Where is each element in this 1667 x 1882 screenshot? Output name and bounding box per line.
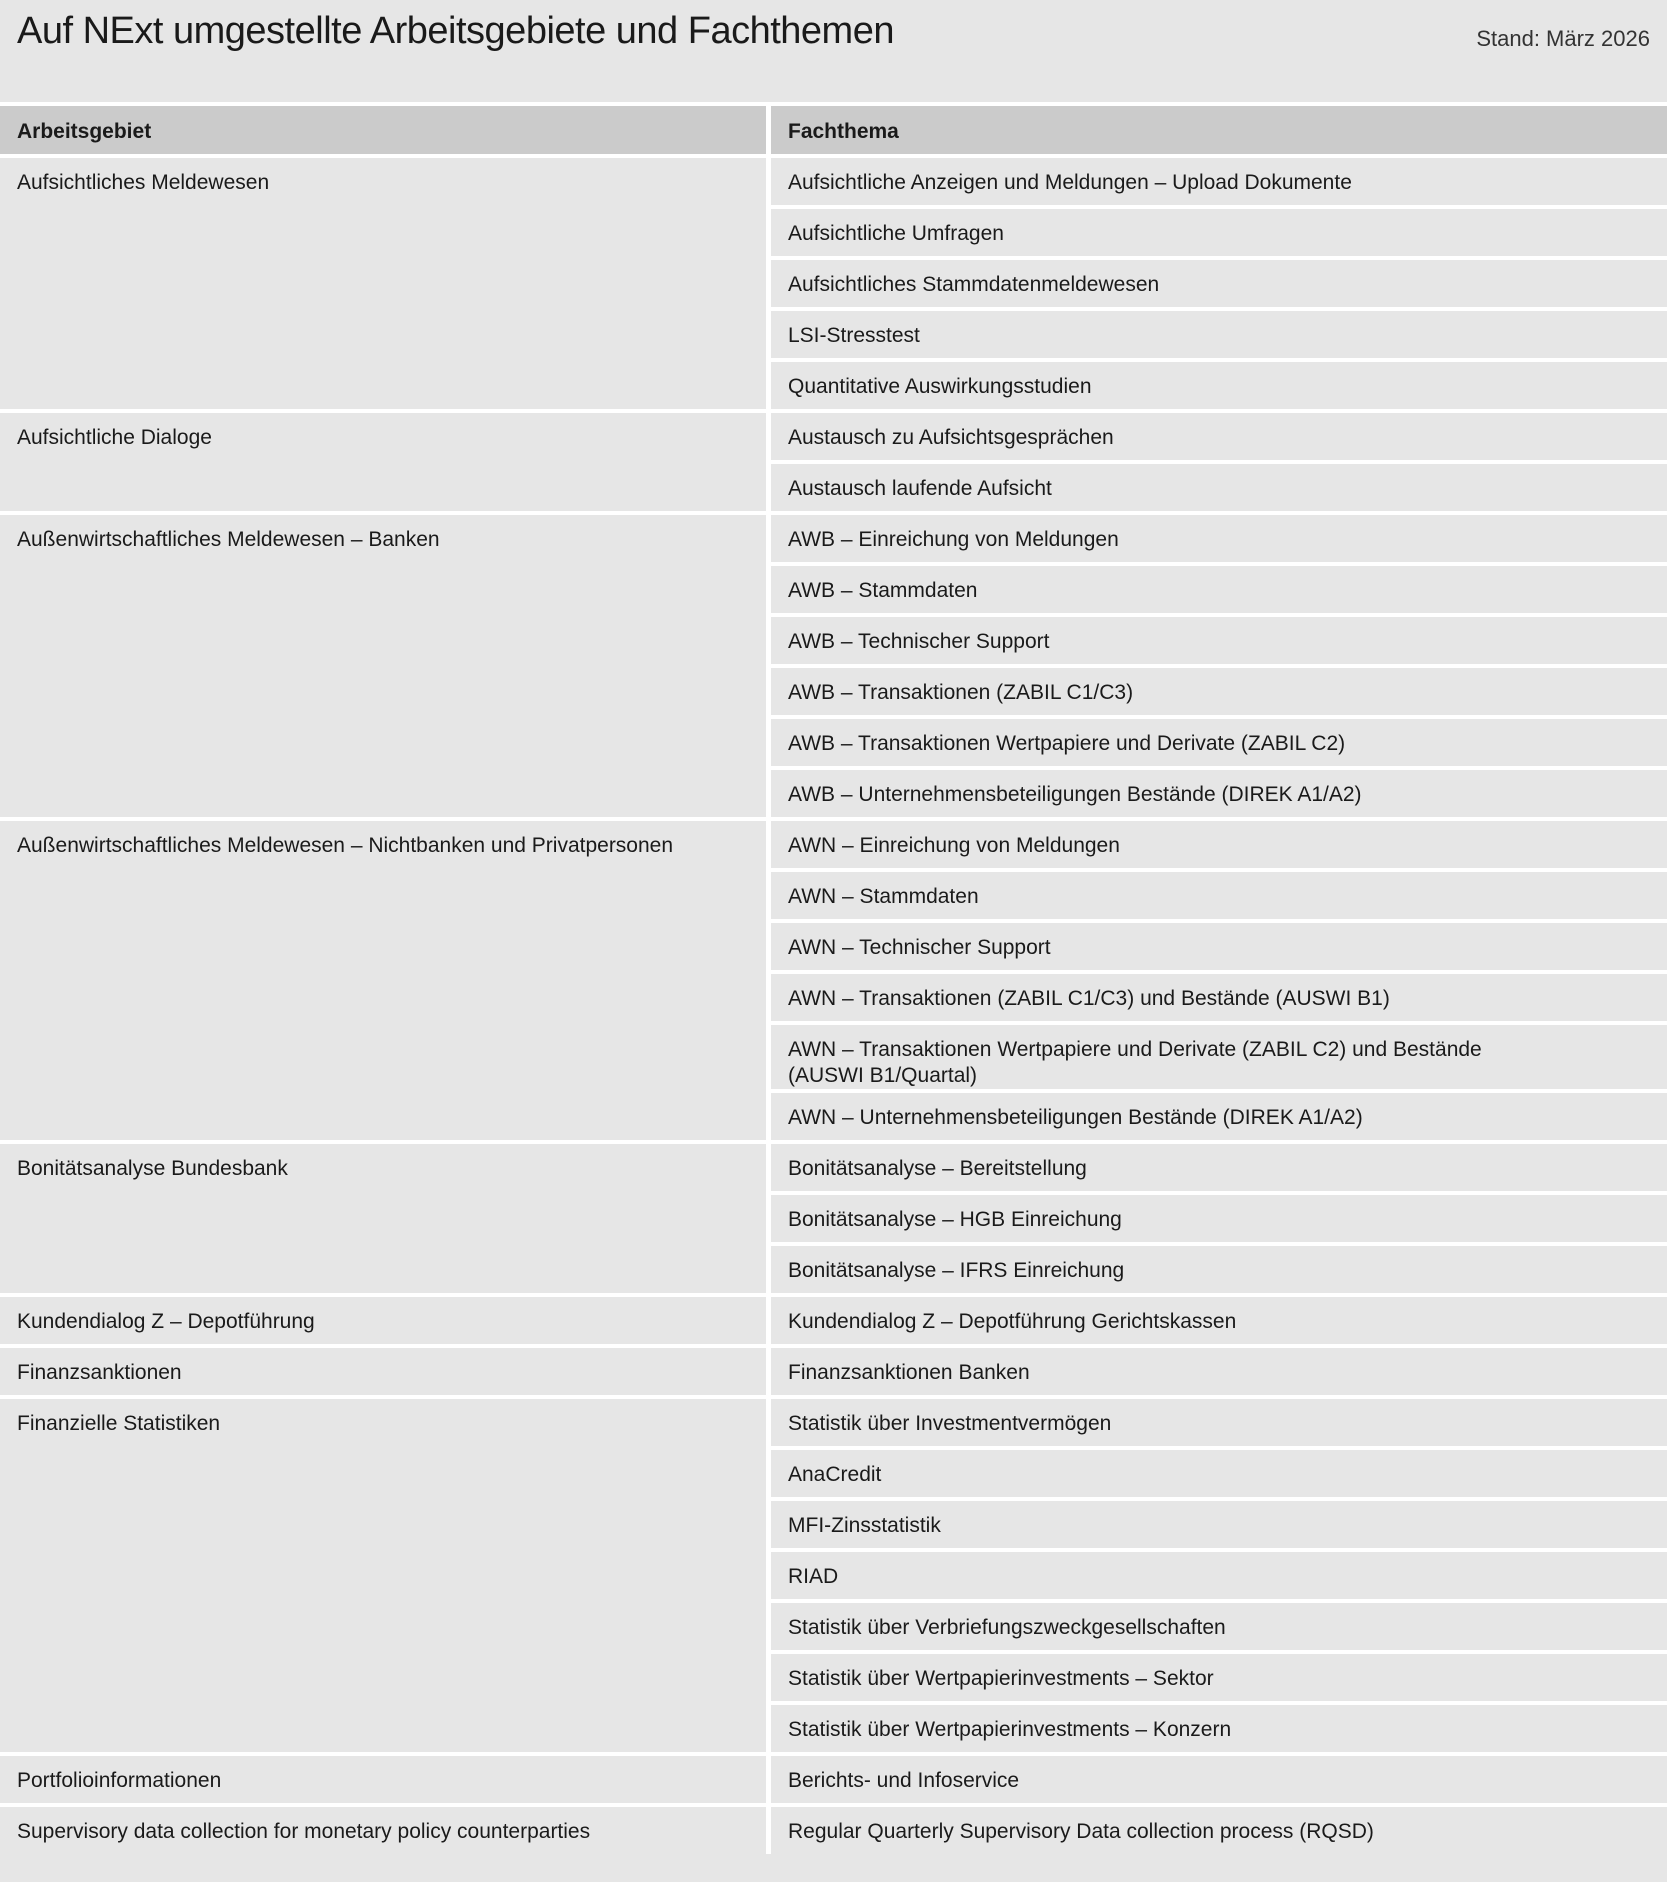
fachthema-cell — [771, 1599, 1667, 1650]
fachthema-cell — [771, 1140, 1667, 1191]
fachthema-cell — [771, 1701, 1667, 1752]
fachthema-text: Regular Quarterly Supervisory Data collection process (RQSD) — [788, 1820, 1374, 1843]
fachthema-text: Austausch laufende Aufsicht — [788, 477, 1052, 500]
arbeitsgebiet-cell: Finanzsanktionen — [0, 1344, 771, 1395]
fachthema-text: AWB – Einreichung von Meldungen — [788, 528, 1119, 551]
table-row — [0, 154, 1667, 205]
fachthema-cell — [771, 868, 1667, 919]
table-row — [0, 817, 1667, 868]
table-row — [0, 1140, 1667, 1191]
topics-table — [0, 102, 1667, 1854]
fachthema-text: Finanzsanktionen Banken — [788, 1361, 1030, 1384]
table-row — [0, 1344, 1667, 1395]
fachthema-text: MFI-Zinsstatistik — [788, 1514, 941, 1537]
fachthema-cell — [771, 1497, 1667, 1548]
arbeitsgebiet-cell: Außenwirtschaftliches Meldewesen – Nichtbanken und Privatpersonen — [0, 817, 771, 1140]
arbeitsgebiet-cell: Finanzielle Statistiken — [0, 1395, 771, 1752]
fachthema-cell — [771, 1803, 1667, 1854]
fachthema-cell — [771, 715, 1667, 766]
fachthema-text: AWN – Transaktionen Wertpapiere und Derivate (ZABIL C2) und Bestände (AUSWI B1/Quartal) — [788, 1038, 1482, 1087]
fachthema-text: Aufsichtliche Anzeigen und Meldungen – Upload Dokumente — [788, 171, 1352, 194]
arbeitsgebiet-cell: Supervisory data collection for monetary policy counterparties — [0, 1803, 771, 1854]
fachthema-text: Statistik über Verbriefungszweckgesellschaften — [788, 1616, 1226, 1639]
fachthema-text: AWB – Unternehmensbeteiligungen Bestände (DIREK A1/A2) — [788, 783, 1362, 806]
table-row — [0, 1803, 1667, 1854]
fachthema-cell — [771, 1021, 1667, 1089]
fachthema-cell — [771, 460, 1667, 511]
fachthema-cell — [771, 358, 1667, 409]
table-row — [0, 1395, 1667, 1446]
fachthema-cell — [771, 205, 1667, 256]
fachthema-cell — [771, 817, 1667, 868]
fachthema-text: Statistik über Wertpapierinvestments – Konzern — [788, 1718, 1232, 1741]
fachthema-text: Quantitative Auswirkungsstudien — [788, 375, 1092, 398]
fachthema-text: Statistik über Investmentvermögen — [788, 1412, 1112, 1435]
fachthema-text: AWB – Transaktionen (ZABIL C1/C3) — [788, 681, 1134, 704]
fachthema-cell — [771, 1344, 1667, 1395]
arbeitsgebiet-cell: Aufsichtliches Meldewesen — [0, 154, 771, 409]
fachthema-cell — [771, 1242, 1667, 1293]
arbeitsgebiet-cell: Außenwirtschaftliches Meldewesen – Banken — [0, 511, 771, 817]
fachthema-text: AWN – Einreichung von Meldungen — [788, 834, 1120, 857]
fachthema-text: AWB – Stammdaten — [788, 579, 978, 602]
fachthema-text: Berichts- und Infoservice — [788, 1769, 1020, 1792]
arbeitsgebiet-cell: Portfolioinformationen — [0, 1752, 771, 1803]
arbeitsgebiet-cell: Aufsichtliche Dialoge — [0, 409, 771, 511]
fachthema-cell — [771, 1191, 1667, 1242]
status-date: Stand: März 2026 — [1476, 26, 1650, 51]
fachthema-cell — [771, 256, 1667, 307]
column-header-arbeitsgebiet: Arbeitsgebiet — [0, 102, 771, 154]
column-header-fachthema: Fachthema — [771, 102, 1667, 154]
fachthema-text: AWB – Technischer Support — [788, 630, 1050, 653]
arbeitsgebiet-cell: Bonitätsanalyse Bundesbank — [0, 1140, 771, 1293]
table-row — [0, 511, 1667, 562]
table-row — [0, 1752, 1667, 1803]
fachthema-cell — [771, 1650, 1667, 1701]
table-row — [0, 1293, 1667, 1344]
fachthema-text: AnaCredit — [788, 1463, 882, 1486]
fachthema-cell — [771, 511, 1667, 562]
fachthema-text: RIAD — [788, 1565, 839, 1588]
fachthema-text: AWN – Transaktionen (ZABIL C1/C3) und Bestände (AUSWI B1) — [788, 987, 1390, 1010]
fachthema-text: AWN – Technischer Support — [788, 936, 1051, 959]
fachthema-cell — [771, 154, 1667, 205]
fachthema-text: Bonitätsanalyse – Bereitstellung — [788, 1157, 1087, 1180]
arbeitsgebiet-cell: Kundendialog Z – Depotführung — [0, 1293, 771, 1344]
fachthema-cell — [771, 970, 1667, 1021]
fachthema-text: Kundendialog Z – Depotführung Gerichtskassen — [788, 1310, 1237, 1333]
fachthema-cell — [771, 766, 1667, 817]
fachthema-cell — [771, 919, 1667, 970]
fachthema-text: LSI-Stresstest — [788, 324, 920, 347]
fachthema-cell — [771, 562, 1667, 613]
table-header-row — [0, 102, 1667, 154]
fachthema-cell — [771, 1446, 1667, 1497]
fachthema-cell — [771, 1089, 1667, 1140]
fachthema-text: Statistik über Wertpapierinvestments – Sektor — [788, 1667, 1214, 1690]
fachthema-cell — [771, 1752, 1667, 1803]
fachthema-text: Bonitätsanalyse – IFRS Einreichung — [788, 1259, 1125, 1282]
fachthema-cell — [771, 409, 1667, 460]
fachthema-text: Bonitätsanalyse – HGB Einreichung — [788, 1208, 1122, 1231]
fachthema-text: AWN – Unternehmensbeteiligungen Bestände (DIREK A1/A2) — [788, 1106, 1363, 1129]
fachthema-cell — [771, 664, 1667, 715]
fachthema-cell — [771, 1293, 1667, 1344]
fachthema-cell — [771, 307, 1667, 358]
fachthema-text: Aufsichtliche Umfragen — [788, 222, 1004, 245]
fachthema-text: Austausch zu Aufsichtsgesprächen — [788, 426, 1114, 449]
fachthema-cell — [771, 1395, 1667, 1446]
table-row — [0, 409, 1667, 460]
fachthema-cell — [771, 1548, 1667, 1599]
fachthema-text: AWB – Transaktionen Wertpapiere und Derivate (ZABIL C2) — [788, 732, 1346, 755]
fachthema-text: Aufsichtliches Stammdatenmeldewesen — [788, 273, 1160, 296]
fachthema-text: AWN – Stammdaten — [788, 885, 979, 908]
fachthema-cell — [771, 613, 1667, 664]
page-title: Auf NExt umgestellte Arbeitsgebiete und Fachthemen — [17, 10, 894, 52]
